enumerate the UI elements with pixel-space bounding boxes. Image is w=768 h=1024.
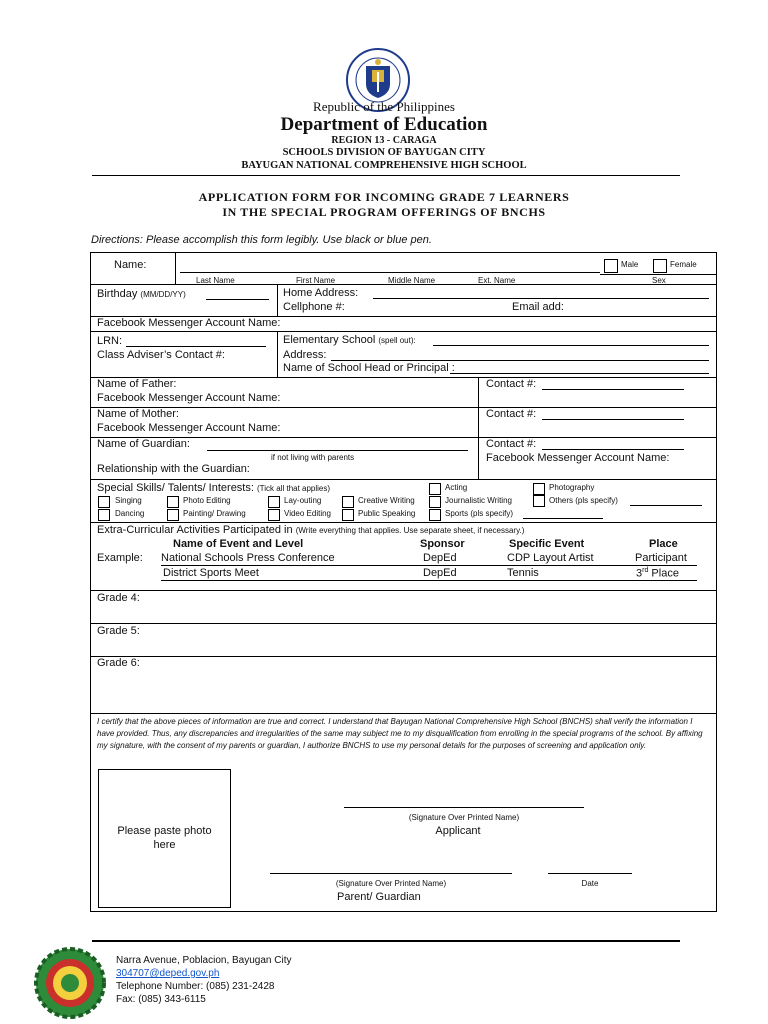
name-line[interactable]	[180, 272, 600, 273]
spell-out-text: (spell out):	[378, 336, 416, 345]
school-address-line[interactable]	[331, 360, 709, 361]
row-divider	[90, 590, 717, 591]
elem-school-label	[283, 334, 416, 346]
row-divider	[90, 623, 717, 624]
date-caption: Date	[581, 879, 599, 888]
footer-fax: Fax: (085) 343-6115	[116, 994, 206, 1005]
guardian-line[interactable]	[207, 450, 468, 451]
journalistic-writing-checkbox[interactable]	[429, 496, 441, 508]
mother-fb-label: Facebook Messenger Account Name:	[97, 422, 281, 434]
creative-writing-checkbox[interactable]	[342, 496, 354, 508]
place-rest: Place	[648, 567, 679, 580]
photography-checkbox[interactable]	[533, 483, 545, 495]
col-specific-header: Specific Event	[509, 538, 585, 550]
sports-label: Sports (pls specify)	[445, 509, 514, 518]
elem-school-text: Elementary School	[283, 334, 376, 346]
header-divider	[92, 175, 680, 176]
dancing-label: Dancing	[115, 509, 145, 518]
photo-editing-checkbox[interactable]	[167, 496, 179, 508]
birthday-label	[97, 288, 186, 300]
father-contact-line[interactable]	[542, 389, 684, 390]
row-divider	[90, 713, 717, 714]
others-label: Others (pls specify)	[549, 496, 618, 505]
sex-line	[600, 274, 716, 275]
video-editing-label: Video Editing	[284, 509, 331, 518]
school-head-label: Name of School Head or Principal :	[283, 362, 455, 374]
skills-label	[97, 482, 330, 494]
guardian-contact-label: Contact #:	[486, 438, 537, 450]
first-name-caption: First Name	[296, 276, 336, 285]
female-label: Female	[670, 260, 697, 269]
col-divider	[277, 284, 278, 316]
grade6-label: Grade 6:	[97, 657, 140, 669]
place-suffix: rd	[642, 567, 649, 574]
form-title-line2: IN THE SPECIAL PROGRAM OFFERINGS OF BNCHS	[222, 205, 546, 219]
header-republic: Republic of the Philippines	[313, 99, 455, 114]
col-sponsor-header: Sponsor	[420, 538, 465, 550]
acting-label: Acting	[445, 483, 468, 492]
example-event: National Schools Press Conference	[161, 552, 335, 564]
example-specific: CDP Layout Artist	[507, 552, 594, 564]
header-region: REGION 13 - CARAGA	[331, 135, 437, 146]
singing-label: Singing	[115, 496, 142, 505]
birthday-text: Birthday	[97, 288, 138, 300]
row-divider	[90, 656, 717, 657]
row-divider	[90, 377, 717, 378]
footer-address: Narra Avenue, Poblacion, Bayugan City	[116, 955, 292, 966]
father-contact-label: Contact #:	[486, 378, 537, 390]
home-address-label: Home Address:	[283, 287, 359, 299]
email-label: Email add:	[512, 301, 564, 313]
guardian-fb-label: Facebook Messenger Account Name:	[486, 452, 670, 464]
singing-checkbox[interactable]	[98, 496, 110, 508]
male-checkbox[interactable]	[604, 259, 618, 273]
female-checkbox[interactable]	[653, 259, 667, 273]
extra-label-text: Extra-Curricular Activities Participated in	[97, 524, 293, 536]
parent-label: Parent/ Guardian	[337, 891, 421, 903]
others-line[interactable]	[630, 505, 702, 506]
photo-instruction-line2: here	[153, 839, 176, 851]
directions: Directions: Please accomplish this form legibly. Use black or blue pen.	[91, 234, 432, 246]
row-divider	[90, 331, 717, 332]
name-label: Name:	[114, 259, 147, 271]
skills-label-text: Special Skills/ Talents/ Interests:	[97, 482, 254, 494]
birthday-line[interactable]	[206, 299, 269, 300]
student-fb-label: Facebook Messenger Account Name:	[97, 317, 281, 329]
lrn-label: LRN:	[97, 335, 123, 347]
acting-checkbox[interactable]	[429, 483, 441, 495]
col-place-header: Place	[649, 538, 678, 550]
painting-label: Painting/ Drawing	[183, 509, 246, 518]
certification-text: I certify that the above pieces of information are true and correct. I understand that Bayugan National Comprehensive High School (BNCHS) shall verify the information I have provided. Thus, any discrepancies and irregularities of the same may subject me to my disqualification from enrolling in the special programs of the school. By affixing my signature, with the consent of my parents or guardian, I authorize BNCHS to use my personal details for the purposes of screening and application only.	[97, 717, 703, 750]
school-logo-graphic	[34, 947, 106, 1019]
others-checkbox[interactable]	[533, 495, 545, 507]
grade4-label: Grade 4:	[97, 592, 140, 604]
adviser-contact-label: Class Adviser’s Contact #:	[97, 349, 225, 361]
example-event: District Sports Meet	[163, 567, 259, 579]
public-speaking-label: Public Speaking	[358, 509, 416, 518]
lay-outing-label: Lay-outing	[284, 496, 322, 505]
place-number: 3	[636, 567, 643, 580]
grade5-label: Grade 5:	[97, 625, 140, 637]
form-title-line1: APPLICATION FORM FOR INCOMING GRADE 7 LEARNERS	[198, 190, 570, 204]
dancing-checkbox[interactable]	[98, 509, 110, 521]
photography-label: Photography	[549, 483, 595, 492]
parent-signature-line[interactable]	[270, 873, 512, 874]
school-address-label: Address:	[283, 349, 327, 361]
applicant-signature-caption: (Signature Over Printed Name)	[408, 813, 520, 822]
sex-caption: Sex	[652, 276, 666, 285]
last-name-caption: Last Name	[196, 276, 235, 285]
photo-instruction-line1: Please paste photo	[117, 825, 212, 837]
elem-school-line[interactable]	[433, 345, 709, 346]
video-editing-checkbox[interactable]	[268, 509, 280, 521]
header-school: BAYUGAN NATIONAL COMPREHENSIVE HIGH SCHOOL	[241, 160, 527, 171]
not-living-caption: if not living with parents	[271, 453, 355, 462]
example-row-line	[161, 580, 697, 581]
creative-writing-label: Creative Writing	[358, 496, 415, 505]
mother-label: Name of Mother:	[97, 408, 179, 420]
row-divider	[90, 407, 717, 408]
middle-name-caption: Middle Name	[388, 276, 436, 285]
public-speaking-checkbox[interactable]	[342, 509, 354, 521]
guardian-label: Name of Guardian:	[97, 438, 190, 450]
date-line[interactable]	[548, 873, 632, 874]
footer-divider	[92, 940, 680, 942]
extra-label	[97, 524, 524, 536]
male-label: Male	[621, 260, 639, 269]
example-place: Participant	[635, 552, 687, 564]
cellphone-label: Cellphone #:	[283, 301, 345, 313]
col-divider	[175, 252, 176, 284]
parent-signature-caption: (Signature Over Printed Name)	[335, 879, 447, 888]
example-sponsor: DepEd	[423, 552, 457, 564]
ext-name-caption: Ext. Name	[478, 276, 516, 285]
mother-contact-line[interactable]	[542, 419, 684, 420]
sports-checkbox[interactable]	[429, 509, 441, 521]
lrn-line[interactable]	[126, 346, 266, 347]
row-divider	[90, 479, 717, 480]
sports-line[interactable]	[523, 518, 603, 519]
father-label: Name of Father:	[97, 378, 177, 390]
school-logo	[34, 947, 106, 1019]
example-sponsor: DepEd	[423, 567, 457, 579]
example-row-line	[161, 565, 697, 566]
applicant-signature-line[interactable]	[344, 807, 584, 808]
col-divider	[277, 331, 278, 377]
row-divider	[90, 522, 717, 523]
father-fb-label: Facebook Messenger Account Name:	[97, 392, 281, 404]
example-place	[636, 567, 679, 580]
lay-outing-checkbox[interactable]	[268, 496, 280, 508]
photo-editing-label: Photo Editing	[183, 496, 231, 505]
footer-email-link[interactable]: 304707@deped.gov.ph	[116, 968, 220, 979]
guardian-contact-line[interactable]	[542, 449, 684, 450]
home-address-line[interactable]	[373, 298, 709, 299]
example-label: Example:	[97, 552, 143, 564]
school-head-line[interactable]	[450, 373, 709, 374]
birthday-format: (MM/DD/YY)	[140, 290, 186, 299]
col-event-header: Name of Event and Level	[173, 538, 304, 550]
col-divider	[478, 377, 479, 479]
header-division: SCHOOLS DIVISION OF BAYUGAN CITY	[282, 147, 486, 158]
journalistic-writing-label: Journalistic Writing	[445, 496, 512, 505]
mother-contact-label: Contact #:	[486, 408, 537, 420]
header-department: Department of Education	[280, 114, 488, 135]
extra-note-text: (Write everything that applies. Use separate sheet, if necessary.)	[295, 526, 525, 535]
painting-checkbox[interactable]	[167, 509, 179, 521]
applicant-label: Applicant	[435, 825, 481, 837]
relationship-label: Relationship with the Guardian:	[97, 463, 250, 475]
footer-telephone: Telephone Number: (085) 231-2428	[116, 981, 275, 992]
example-specific: Tennis	[507, 567, 539, 579]
tick-all-text: (Tick all that applies)	[256, 484, 331, 493]
